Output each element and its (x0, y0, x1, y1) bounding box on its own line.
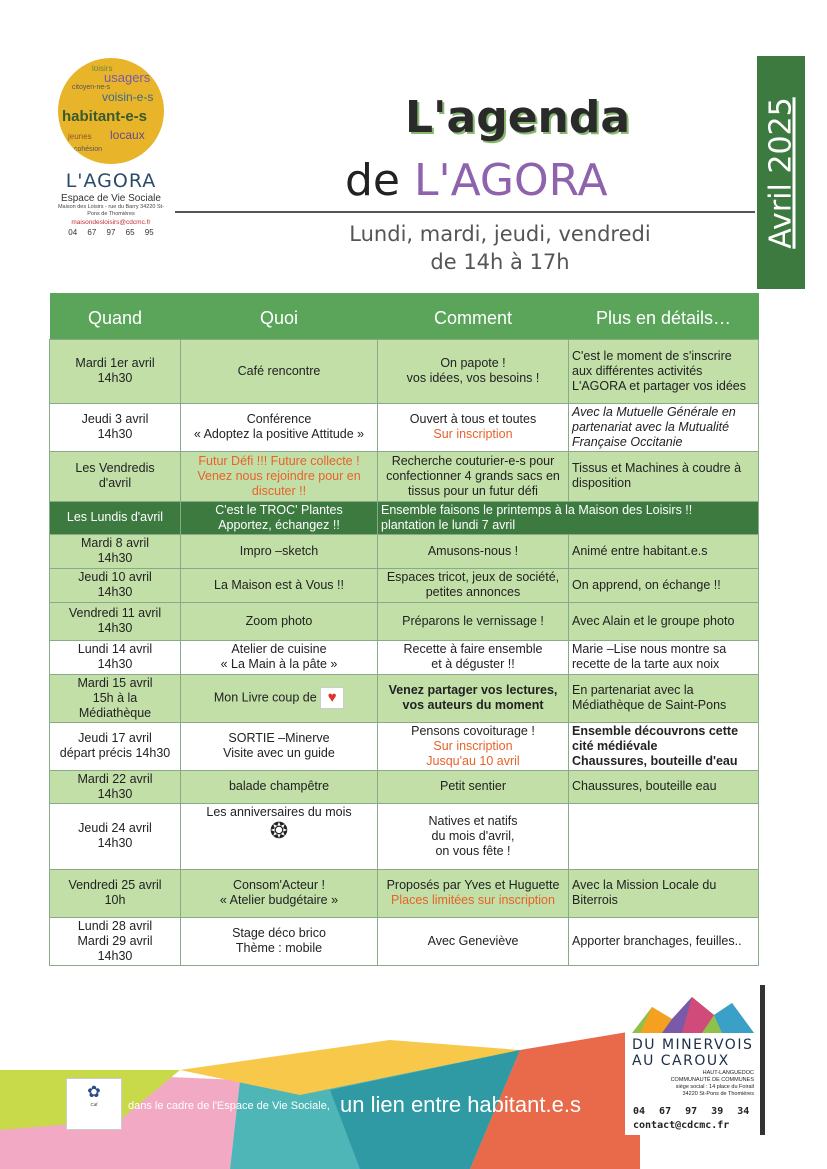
cell-what (181, 803, 378, 869)
cell-details: C'est le moment de s'inscrire aux différentes activités L'AGORA et partager vos idées (569, 339, 759, 403)
cell-how (378, 602, 569, 640)
cell-when: Les Lundis d'avril (50, 501, 181, 534)
opening-hours (330, 220, 670, 276)
table-row (50, 803, 759, 869)
cell-how (378, 568, 569, 602)
table-row (50, 339, 759, 403)
cell-what (181, 339, 378, 403)
logo-word: usagers (104, 70, 151, 85)
cell-how (378, 403, 569, 451)
cell-details (569, 803, 759, 869)
cell-how (378, 722, 569, 770)
what-text: Mon Livre coup de (213, 690, 317, 705)
logo-phone: 04 67 97 65 95 (68, 228, 154, 237)
table-row (50, 869, 759, 917)
logo-name: L'AGORA (65, 170, 157, 192)
how-text: Amusons-nous ! (427, 543, 519, 558)
cell-what (181, 722, 378, 770)
cell-when: Lundi 28 avril Mardi 29 avril 14h30 (50, 917, 181, 965)
table-row (50, 501, 759, 534)
cell-when: Mardi 22 avril 14h30 (50, 770, 181, 803)
table-row (50, 568, 759, 602)
cell-how (378, 674, 569, 722)
how-text: Natives et natifs du mois d'avril, on vous fête ! (428, 813, 518, 858)
cell-what (181, 403, 378, 451)
how-highlight: Sur inscription (433, 427, 513, 441)
what-text: Café rencontre (237, 363, 321, 378)
what-text: Impro –sketch (239, 543, 319, 558)
header-divider (175, 211, 755, 213)
logo-word: voisin-e-s (102, 90, 154, 104)
cell-what (181, 451, 378, 501)
month-banner (757, 56, 805, 289)
what-text: Zoom photo (245, 613, 313, 628)
table-row (50, 674, 759, 722)
how-highlight: Sur inscription Jusqu'au 10 avril (426, 738, 520, 768)
cell-how (378, 770, 569, 803)
how-text: Avec Geneviève (427, 933, 519, 948)
cell-when: Mardi 8 avril 14h30 (50, 534, 181, 568)
cell-when: Mardi 15 avril 15h à la Médiathèque (50, 674, 181, 722)
cell-how: Ensemble faisons le printemps à la Maison des Loisirs !! plantation le lundi 7 avril (378, 501, 759, 534)
cell-details: Animé entre habitant.e.s (569, 534, 759, 568)
what-text: SORTIE –Minerve Visite avec un guide (223, 731, 335, 760)
cell-what: C'est le TROC' Plantes Apportez, échangez !! (181, 501, 378, 534)
cell-when: Les Vendredis d'avril (50, 451, 181, 501)
cell-details: Marie –Lise nous montre sa recette de la tarte aux noix (569, 640, 759, 674)
what-text: Conférence « Adoptez la positive Attitude » (193, 412, 365, 441)
page-subtitle (345, 155, 608, 206)
cell-what (181, 917, 378, 965)
how-text: Recherche couturier-e-s pour confectionner 4 grands sacs en tissus pour un futur défi (386, 453, 560, 498)
cell-how (378, 640, 569, 674)
cell-when: Lundi 14 avril 14h30 (50, 640, 181, 674)
page-title: L'agenda (405, 92, 631, 143)
cell-how (378, 534, 569, 568)
community-email: contact@cdcmc.fr (633, 1120, 730, 1131)
heart-icon: ♥ (320, 687, 344, 709)
footer-slogan: un lien entre habitant.e.s (340, 1092, 581, 1117)
cell-what (181, 602, 378, 640)
cell-details: Avec la Mutuelle Générale en partenariat avec la Mutualité Française Occitanie (569, 403, 759, 451)
cell-details: Apporter branchages, feuilles.. (569, 917, 759, 965)
cell-details: Tissus et Machines à coudre à disposition (569, 451, 759, 501)
opening-time: de 14h à 17h (430, 250, 570, 274)
how-text: Proposés par Yves et Huguette (386, 878, 560, 892)
how-text: Venez partager vos lectures, vos auteurs du moment (388, 683, 558, 712)
logo-word: citoyen-ne-s (72, 84, 111, 91)
cell-details: Chaussures, bouteille eau (569, 770, 759, 803)
table-row (50, 534, 759, 568)
header-when: Quand (50, 293, 181, 339)
mountain-logo-icon (632, 993, 754, 1033)
cell-what (181, 640, 378, 674)
logo-word: locaux (110, 128, 145, 142)
community-phone: 04 67 97 39 34 (633, 1106, 750, 1117)
caf-logo (66, 1078, 122, 1130)
cell-what (181, 534, 378, 568)
caf-icon: ✿ (87, 1084, 101, 1101)
cell-details: Avec la Mission Locale du Biterrois (569, 869, 759, 917)
caf-label: Caf (90, 1102, 98, 1107)
table-row (50, 917, 759, 965)
table-row (50, 602, 759, 640)
cell-when: Jeudi 24 avril 14h30 (50, 803, 181, 869)
cell-when: Jeudi 10 avril 14h30 (50, 568, 181, 602)
logo-subtitle: Espace de Vie Sociale (61, 193, 161, 204)
cell-details: Ensemble découvrons cette cité médiévale Chaussures, bouteille d'eau (569, 722, 759, 770)
logo-email: maisondesloisirs@cdcmc.fr (71, 219, 151, 226)
what-highlight: Futur Défi !!! Future collecte ! Venez nous rejoindre pour en discuter !! (197, 453, 361, 498)
cell-how (378, 803, 569, 869)
what-text: Les anniversaires du mois (206, 804, 352, 819)
agora-logo (52, 58, 170, 237)
how-text: On papote ! vos idées, vos besoins ! (406, 356, 540, 385)
what-text: Consom'Acteur ! « Atelier budgétaire » (219, 878, 339, 907)
logo-address: Maison des Loisirs - rue du Barry 34220 St-Pons de Thomières (57, 204, 165, 217)
title-prefix: de (345, 155, 400, 206)
cell-how (378, 917, 569, 965)
cell-when: Vendredi 11 avril 14h30 (50, 602, 181, 640)
community-name-line1: DU MINERVOIS (632, 1037, 754, 1053)
table-row (50, 722, 759, 770)
how-text: Préparons le vernissage ! (402, 613, 544, 628)
cell-details: On apprend, on échange !! (569, 568, 759, 602)
how-text: Petit sentier (439, 779, 506, 793)
how-text: Espaces tricot, jeux de société, petites annonces (386, 570, 560, 599)
table-row (50, 770, 759, 803)
how-highlight: Places limitées sur inscription (391, 893, 555, 907)
what-text: Stage déco brico Thème : mobile (232, 926, 326, 955)
cell-when: Vendredi 25 avril 10h (50, 869, 181, 917)
community-name (632, 1037, 753, 1069)
what-text: Atelier de cuisine « La Main à la pâte » (220, 642, 338, 671)
how-text: Pensons covoiturage ! (411, 723, 535, 738)
cell-when: Jeudi 3 avril 14h30 (50, 403, 181, 451)
community-name-line2: AU CAROUX (632, 1053, 730, 1069)
logo-word: loisirs (92, 64, 113, 73)
how-text: Ouvert à tous et toutes (409, 412, 537, 426)
logo-word: habitant-e-s (62, 108, 148, 125)
community-divider (760, 985, 765, 1135)
cell-details: Avec Alain et le groupe photo (569, 602, 759, 640)
title-agora: L'AGORA (414, 155, 608, 206)
header-what: Quoi (181, 293, 378, 339)
cell-what (181, 568, 378, 602)
logo-word: jeunes (68, 132, 92, 141)
header-details: Plus en détails… (569, 293, 759, 339)
table-row (50, 403, 759, 451)
cell-what (181, 869, 378, 917)
community-address: HAUT-LANGUEDOC COMMUNAUTÉ DE COMMUNES siège social : 14 place du Foirail 34220 St-Pons de Thomières (670, 1070, 754, 1097)
footer-small-text: dans le cadre de l'Espace de Vie Sociale, (128, 1100, 330, 1112)
header-how: Comment (378, 293, 569, 339)
cell-details: En partenariat avec la Médiathèque de Saint-Pons (569, 674, 759, 722)
word-cloud-logo (58, 58, 164, 164)
cell-how (378, 869, 569, 917)
cell-when: Mardi 1er avril 14h30 (50, 339, 181, 403)
month-label: Avril 2025 (763, 96, 799, 249)
table-header-row (50, 293, 759, 339)
what-text: La Maison est à Vous !! (214, 577, 344, 592)
opening-days: Lundi, mardi, jeudi, vendredi (349, 222, 651, 246)
cell-when: Jeudi 17 avril départ précis 14h30 (50, 722, 181, 770)
how-text: Recette à faire ensemble et à déguster !! (403, 642, 543, 671)
cell-what (181, 674, 378, 722)
table-row (50, 640, 759, 674)
agenda-body (50, 339, 759, 965)
agenda-table (49, 293, 759, 966)
cell-how (378, 451, 569, 501)
table-row (50, 451, 759, 501)
logo-word: cohésion (74, 146, 103, 153)
cell-how (378, 339, 569, 403)
cake-icon: ❂ (269, 818, 289, 844)
cell-what (181, 770, 378, 803)
what-text: balade champêtre (228, 779, 330, 793)
